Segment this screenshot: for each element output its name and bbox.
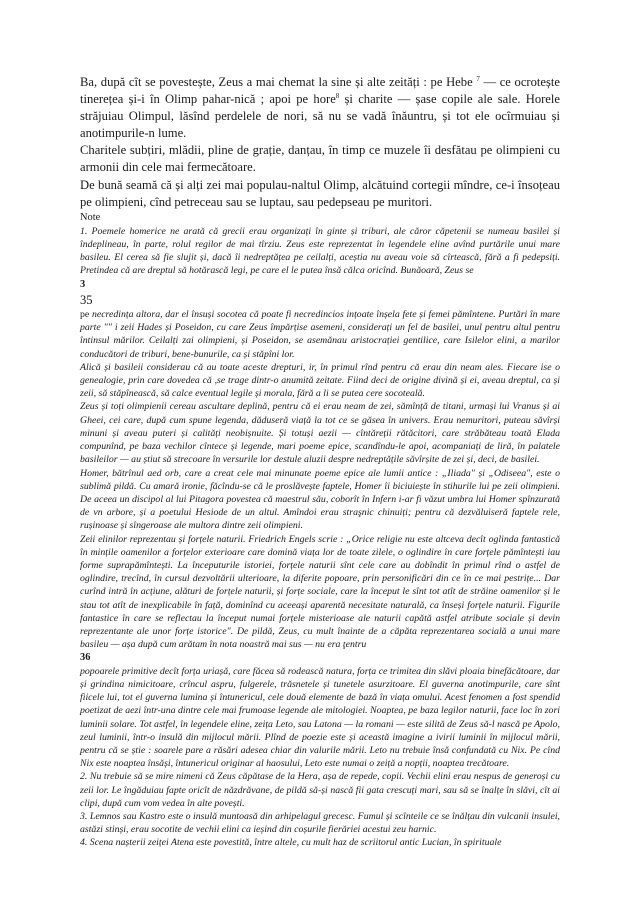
continuation-lead: pe — [80, 309, 92, 321]
paragraph-text: Ba, după cît se povestește, Zeus a mai chemat la sine și alte zeități : pe Hebe — [80, 75, 473, 89]
page-number: 35 — [80, 293, 93, 308]
footnote-ref-7[interactable]: 7 — [476, 74, 480, 83]
paragraph-text: — ce ocrotește tinerețea și-i în Olimp pahar-nică ; apoi pe hore — [80, 75, 560, 107]
notes-heading: Note — [80, 211, 101, 223]
document-page — [80, 74, 560, 850]
continuation-text: necredința altora, dar el însuși socotea că poate fi necredincios ințoate înșela fete și femei pămîntene. Purtări în mare parte "" i zeii Hades și Poseidon, cu care Zeus împărțise asemeni, considerați un fel de basilei, unul pentru altul pentru întinsul mărilor. Ceilalți zai olimpieni, și Poseidon, se asemănau aristocrației gentilice, care Isilelor elini, a marilor conducători de triburi, bene-bunurile, ca și stăpîni lor. Alică și basileii considerau că au toate aceste drepturi, ir, în primul rînd pentru că erau din neam ales. Fiecare ise o genealogie, prin care dovedea că ,se trage dintr-o anumită zeitate. Fiind deci de origine divină și ei, aveau dreptul, ca și zeii, să stăpînească, să calce eventual legile și morala, fără a li se putea cere socoteală. Zeus și toți olimpienii cereau ascultare deplină, pentru că ei erau neam de zei, sămînță de titani, urmași lui Vranus și ai Gheei, cei care, după cum spune legenda, dăduseră viață la tot ce se găsea în univers. Erau nemuritori, puteau săvîrși minuni și aveau puteri și calități neobișnuite. Și totuși aezii — cîntăreții rătăcitori, care străbăteau toată Elada compunînd, pe baza vechilor cîntece și legende, mari poeme epice, scandîndu-le apoi, acompaniați de liră, în palatele basileilor — au știut să strecoare în versurile lor destule aluzii despre nedreptățile săvîrșite de zei și, deci, de basilei. Homer, bătrînul aed orb, care a creat cele mai minunate poeme epice ale lumii antice : „Iliada" și „Odiseea", este o sublimă pildă. Cu amară ironie, făcîndu-se că le proslăvește faptele, Homer îi biciuiește în stihurile lui pe zeii olimpieni. De aceea un discipol al lui Pitagora povestea că maestrul său, coborît în Infern i-ar fi văzut umbra lui Homer spînzurată de vn arbore, și a poetului Hesiode de un altul. Amîndoi erau straşnic chinuiți; pentru că dezvăluiseră faptele rele, rușinoase și sîngeroase ale multora dintre zeii olimpieni. Zeii elinilor reprezentau și forțele naturii. Friedrich Engels scrie : „Orice religie nu este altceva decît oglinda fantastică în mințile oamenilor a forțelor exterioare care domină viața lor de toate zilele, o oglindire în care forțele pămîntești iau forme suprapămîntești. La începuturile istoriei, forțele naturii sînt cele care au dobîndit în primul rînd o astfel de oglindire, trecînd, în cursul dezvoltării ulterioare, la diferite popoare, prin personificări din ce în ce mai pestrițe... Dar curînd intră în acțiune, alături de forțele naturii, și forțe sociale, care la început le sînt tot atît de străine oamenilor și le stau tot atît de inexplicabile în față, dominînd cu aceeași aparentă necesitate naturală, ca înseși forțele naturii. Figurile fantastice în care se reflectau la început numai forțele misterioase ale naturii capătă astfel atribute sociale și devin reprezentante ale unor forțe istorice". De pildă, Zeus, cu mult înainte de a căpăta reprezentarea socială a unui mare basileu — așa după cum arătam în nota noastră mai sus — nu era ţentru — [80, 309, 561, 651]
page-marker: 3 — [80, 278, 86, 290]
continuation-2-text: popoarele primitive decît forța uriașă, care făcea să rodească natura, forța ce trimitea din slăvi ploaia binefăcătoare, dar și grindina nimicitoare, crîncul aspru, fulgerele, trăsnetele și tunetele asurzitoare. El guverna anotimpurile, care sînt fiicele lui, tot el guverna lumina și întunericul, cele două elemente de bază în viața omului. Acest fenomen a fost spendid poetizat de aezi într-una dintre cele mai frumoase legende ale mitologiei. Noaptea, pe baza legilor naturii, face loc în zori luminii solare. Tot astfel, în legendele eline, zeița Leto, sau Latona — la romani — este silită de Zeus să-l nască pe Apolo, zeul luminii, într-o insulă din mijlocul mării. Plînd de poezie este și această imagine a ivirii luminii în mijlocul mării, pentru că se știe : soarele pare a răsări adesea chiar din valurile mării. Leto nu trebuie însă confundată cu Nix. Pe cînd Nix este noaptea însăși, întunericul originar al haosului, Leto este numai o zeiță a nopții, noaptea trecătoare. 2. Nu trebuie să se mire nimeni că Zeus căpătase de la Hera, așa de repede, copii. Vechii elini erau nespus de generoși cu zeii lor. Le îngăduiau fapte oricît de năzdrăvane, de pildă să-și nască fii gata crescuți mari, sau să se înalțe în slăvi, cît ai clipi, după cum vom vedea în alte povești. 3. Lemnos sau Kastro este o insulă muntoasă din arhipelagul grecesc. Fumul și scînteile ce se înălțau din vulcanii insulei, astăzi stinși, erau socotite de vechii elini ca ieșind din coșurile fierăriei acestui zeu harnic. 4. Scena nașterii zeiței Atena este povestită, între altele, cu mult haz de scriitorul antic Lucian, în spirituale — [80, 665, 560, 849]
body-paragraph-2: Charitele subțiri, mlădii, pline de grație, danțau, în timp ce muzele îi desfătau pe olimpieni cu armonii din cele mai fermecătoare. — [80, 143, 560, 175]
footnote-ref-8[interactable]: 8 — [335, 91, 340, 100]
notes-continuation — [80, 308, 560, 651]
body-paragraph-3: De bună seamă că și alți zei mai populau-naltul Olimp, alcătuind cortegii mîndre, ce-i însoțeau pe olimpieni, cînd petreceau sau se luptau, sau pedepseau pe muritori. — [80, 177, 560, 209]
notes-continuation-2 — [80, 665, 560, 850]
paragraph-text: și charite — șase copile ale sale. Horele străjuiau Olimpul, lăsînd perdelele de nori, să nu se vadă înăuntru, și tot ele ocîrmuiau și anotimpurile-n lume. — [80, 92, 560, 141]
body-paragraph-1 — [80, 74, 560, 142]
page-marker-36: 36 — [80, 652, 91, 664]
note-1: 1. Poemele homerice ne arată că grecii erau organizați în ginte și triburi, ale căror căpetenii se numeau basilei și îndeplineau, în parte, rolul regilor de mai tîrziu. Zeus este reprezentat în legendele eline avînd purtările unui mare basileu. El cerea să fie slujit și, dacă îi nedreptățea pe ceilalți, aceștia nu aveau voie să cîrtească, fără a fi pedepsiți. Pretindea că are dreptul să hotărască legi, pe care el le putea însă călca oricînd. Bunăoară, Zeus se — [80, 225, 560, 277]
